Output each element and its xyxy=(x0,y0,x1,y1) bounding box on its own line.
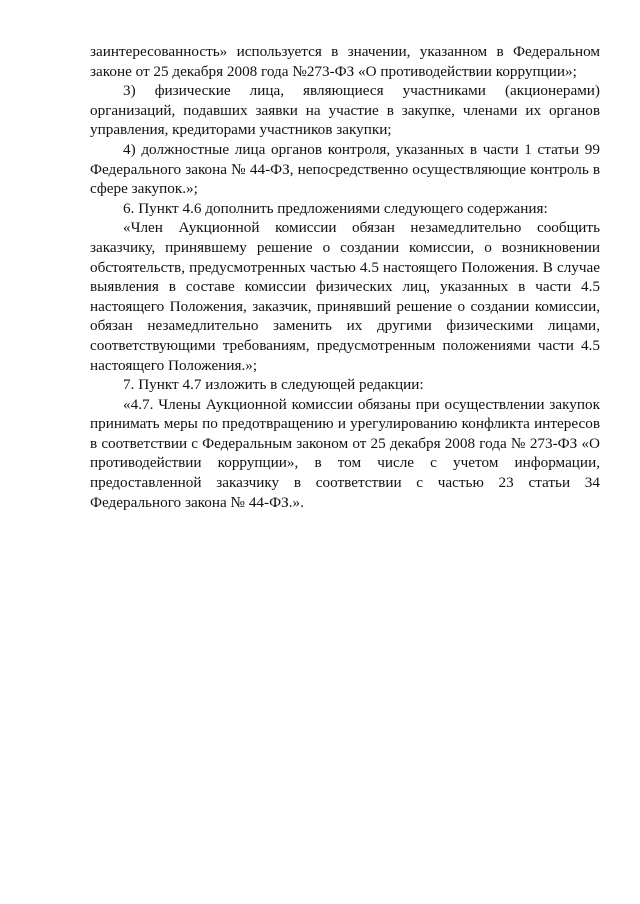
paragraph-quote-4-6: «Член Аукционной комиссии обязан незамедлительно сообщить заказчику, принявшему решение о создании комиссии, о возникновении обстоятельств, предусмотренных частью 4.5 настоящего Положения. В случае выявления в составе комиссии физических лиц, указанных в части 4.5 настоящего Положения, заказчик, принявший решение о создании комиссии, обязан незамедлительно заменить их другими физическими лицами, соответствующими требованиям, предусмотренным положениями части 4.5 настоящего Положения.»; xyxy=(90,219,600,374)
paragraph-quote-4-7: «4.7. Члены Аукционной комиссии обязаны при осуществлении закупок принимать меры по предотвращению и урегулированию конфликта интересов в соответствии с Федеральным законом от 25 декабря 2008 года № 273-ФЗ «О противодействии коррупции», в том числе с учетом информации, предоставленной заказчику в соответствии с частью 23 статьи 34 Федерального закона № 44-ФЗ.». xyxy=(90,395,600,511)
document-body xyxy=(90,42,600,512)
paragraph-item-3: 3) физические лица, являющиеся участниками (акционерами) организаций, подавших заявки на участие в закупке, членами их органов управления, кредиторами участников закупки; xyxy=(90,82,600,139)
paragraph-item-4: 4) должностные лица органов контроля, указанных в части 1 статьи 99 Федерального закона № 44-ФЗ, непосредственно осуществляющие контроль в сфере закупок.»; xyxy=(90,140,600,198)
paragraph-continuation: заинтересованность» используется в значении, указанном в Федеральном законе от 25 декабря 2008 года №273-ФЗ «О противодействии коррупции»; xyxy=(90,43,600,80)
paragraph-point-7: 7. Пункт 4.7 изложить в следующей редакции: xyxy=(123,376,424,394)
paragraph-point-6: 6. Пункт 4.6 дополнить предложениями следующего содержания: xyxy=(123,199,548,217)
